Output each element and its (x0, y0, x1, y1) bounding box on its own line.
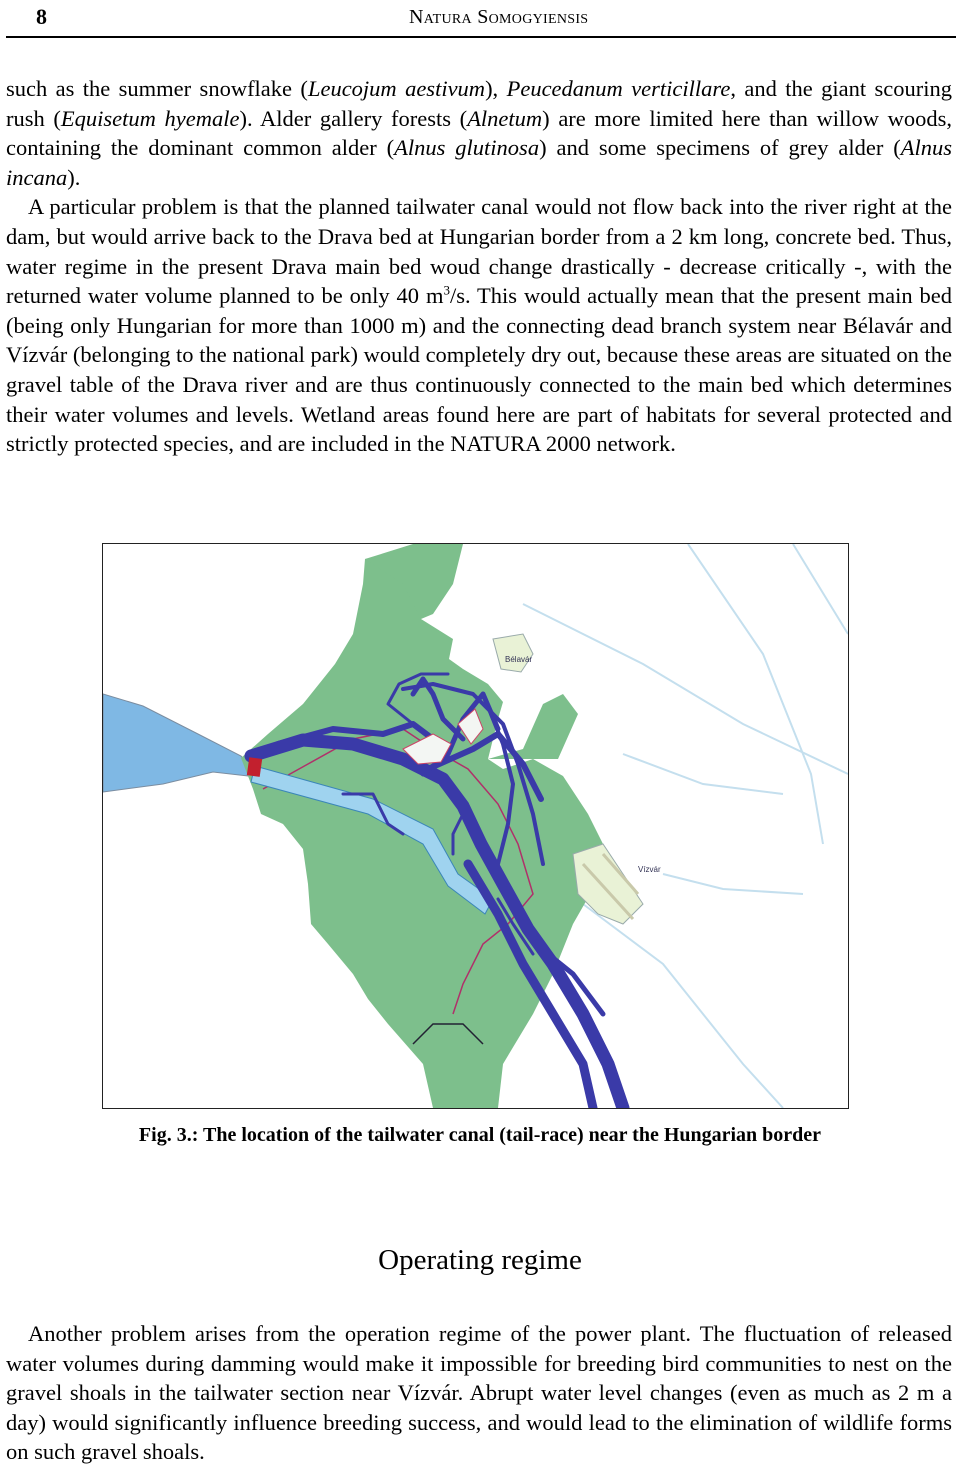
figure-map (102, 543, 849, 1109)
page-number: 8 (36, 4, 47, 29)
journal-title: Natura Somogyiensis (409, 6, 589, 28)
village-vizvar (573, 844, 643, 924)
body-text (6, 74, 952, 459)
section-title: Operating regime (378, 1244, 582, 1276)
caption-text: The location of the tailwater canal (tail-race) near the Hungarian border (198, 1124, 822, 1146)
caption-label: Fig. 3.: (138, 1124, 199, 1146)
page-header (6, 0, 956, 38)
town-label-vizvar: Vízvár (638, 865, 661, 874)
paragraph-1: such as the summer snowflake (Leucojum aestivum), Peucedanum verticillare, and the giant scouring rush (Equisetum hyemale). Alder gallery forests (Alnetum) are more limited here than willow woods, containing the dominant common alder (Alnus glutinosa) and some specimens of grey alder (Alnus incana). (6, 76, 953, 190)
village-belavar (493, 634, 533, 672)
paragraph-3: Another problem arises from the operation regime of the power plant. The fluctuation of released water volumes during damming would make it impossible for breeding bird communities to nest on the gravel shoals in the tailwater section near Vízvár. Abrupt water level changes (even as much as 2 m a day) would significantly influence breeding success, and would lead to the elimination of wildlife forms on such gravel shoals. (6, 1321, 952, 1465)
dam-marker (247, 757, 262, 777)
tailwater-canal-map (103, 544, 848, 1108)
figure-caption (0, 1124, 960, 1147)
town-label-belavar: Bélavár (505, 655, 533, 664)
reservoir-area (103, 694, 253, 792)
paragraph-2: A particular problem is that the planned tailwater canal would not flow back into the river right at the dam, but would arrive back to the Drava bed at Hungarian border from a 2 km long, concrete bed. Thus, water regime in the present Drava main bed woud change drastically - decrease critically -, with the returned water volume planned to be only 40 $m^3/s$. This would actually mean that the present main bed (being only Hungarian for more than 1000 m) and the connecting dead branch system near Bélavár and Vízvár (belonging to the national park) would completely dry out, because these areas are situated on the gravel table of the Drava river and are thus continuously connected to the main bed which determines their water volumes and levels. Wetland areas found here are part of habitats for several protected and strictly protected species, and are included in the NATURA 2000 network. (6, 194, 952, 457)
